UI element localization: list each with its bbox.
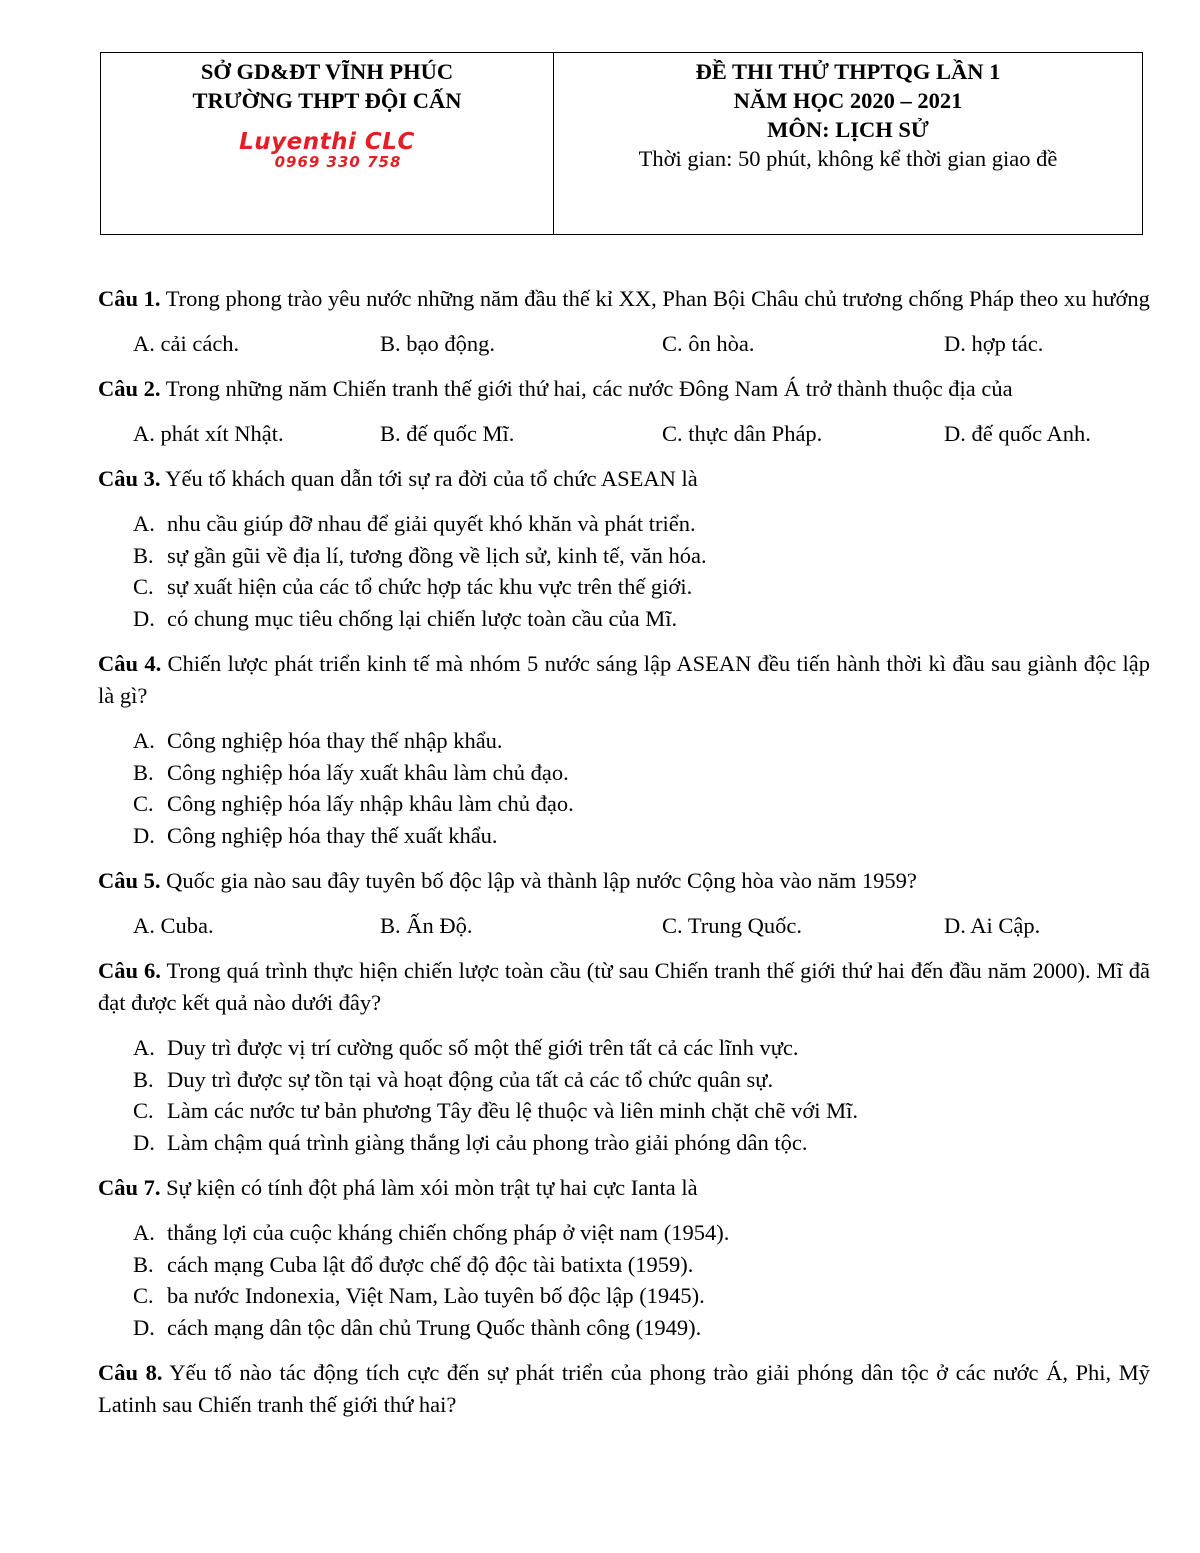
question-text: Trong những năm Chiến tranh thế giới thứ hai, các nước Đông Nam Á trở thành thuộc địa của (160, 376, 1013, 401)
header-left (101, 53, 554, 234)
question-label: Câu 6. (98, 958, 161, 983)
option-b (133, 540, 1150, 572)
option-a (133, 725, 1150, 757)
option-letter: A. (133, 728, 155, 753)
option-text: cách mạng Cuba lật đổ được chế độ độc tài batixta (1959). (167, 1251, 694, 1277)
question-4 (98, 648, 1150, 712)
option-d (133, 603, 1150, 635)
option-d: D. Ai Cập. (944, 913, 1041, 938)
option-text: ba nước Indonexia, Việt Nam, Lào tuyên bố độc lập (1945). (167, 1283, 705, 1308)
option-text: Làm chậm quá trình giàng thắng lợi cảu phong trào giải phóng dân tộc. (167, 1129, 808, 1155)
option-d (133, 1127, 1150, 1159)
option-c (133, 1280, 1150, 1312)
option-b: B. đế quốc Mĩ. (380, 421, 515, 446)
option-a (133, 1217, 1150, 1249)
option-text: nhu cầu giúp đỡ nhau để giải quyết khó khăn và phát triển. (167, 511, 696, 536)
question-label: Câu 3. (98, 466, 161, 491)
subject: MÔN: LỊCH SỬ (767, 117, 929, 142)
exam-title: ĐỀ THI THỬ THPTQG LẦN 1 (695, 59, 1001, 84)
options-6 (133, 1032, 1150, 1158)
option-d (133, 1312, 1150, 1344)
options-7 (133, 1217, 1150, 1343)
time-limit: Thời gian: 50 phút, không kể thời gian giao đề (638, 146, 1058, 171)
option-b (133, 1064, 1150, 1096)
question-text: Yếu tố nào tác động tích cực đến sự phát triển của phong trào giải phóng dân tộc ở các nước Á, Phi, Mỹ Latinh sau Chiến tranh thế giới thứ hai? (98, 1360, 1150, 1417)
option-letter: D. (133, 822, 155, 848)
question-label: Câu 8. (98, 1360, 163, 1385)
option-letter: D. (133, 1129, 155, 1155)
option-text: Công nghiệp hóa thay thế xuất khẩu. (167, 822, 498, 848)
option-c (133, 788, 1150, 820)
option-letter: B. (133, 759, 154, 785)
option-letter: A. (133, 1035, 155, 1060)
option-letter: C. (133, 1283, 154, 1308)
options-5 (133, 910, 1150, 942)
question-1 (98, 283, 1150, 315)
question-text: Trong phong trào yêu nước những năm đầu thế kỉ XX, Phan Bội Châu chủ trương chống Pháp theo xu hướng (160, 286, 1150, 311)
question-text: Trong quá trình thực hiện chiến lược toàn cầu (từ sau Chiến tranh thế giới thứ hai đến đầu năm 2000). Mĩ đã đạt được kết quả nào dưới đây? (98, 958, 1151, 1015)
question-6 (98, 955, 1150, 1019)
department-name: SỞ GD&ĐT VĨNH PHÚC (200, 59, 454, 84)
question-text: Yếu tố khách quan dẫn tới sự ra đời của tổ chức ASEAN là (160, 466, 698, 491)
question-3 (98, 463, 1150, 495)
question-text: Quốc gia nào sau đây tuyên bố độc lập và thành lập nước Cộng hòa vào năm 1959? (160, 868, 917, 893)
option-b: B. bạo động. (380, 331, 495, 356)
header-right (554, 53, 1142, 234)
question-2 (98, 373, 1150, 405)
option-text: có chung mục tiêu chống lại chiến lược toàn cầu của Mĩ. (167, 605, 678, 631)
option-text: cách mạng dân tộc dân chủ Trung Quốc thành công (1949). (167, 1314, 702, 1340)
question-label: Câu 2. (98, 376, 161, 401)
option-text: Công nghiệp hóa lấy nhập khâu làm chủ đạo. (167, 791, 574, 816)
option-letter: C. (133, 791, 154, 816)
option-a: A. Cuba. (133, 913, 214, 938)
question-8 (98, 1357, 1150, 1421)
question-label: Câu 7. (98, 1175, 161, 1200)
option-letter: B. (133, 542, 154, 568)
questions (98, 283, 1150, 1421)
question-text: Chiến lược phát triển kinh tế mà nhóm 5 nước sáng lập ASEAN đều tiến hành thời kì đầu sau giành độc lập là gì? (98, 651, 1150, 708)
option-c: C. thực dân Pháp. (662, 421, 823, 446)
option-text: Công nghiệp hóa lấy xuất khâu làm chủ đạo. (167, 759, 569, 785)
option-c (133, 571, 1150, 603)
question-label: Câu 4. (98, 651, 162, 676)
logo-phone: 0969 330 758 (274, 153, 402, 171)
option-letter: D. (133, 1314, 155, 1340)
option-letter: C. (133, 1098, 154, 1123)
option-d: D. hợp tác. (944, 331, 1044, 356)
option-letter: B. (133, 1066, 154, 1092)
options-2 (133, 418, 1150, 450)
option-text: thắng lợi của cuộc kháng chiến chống pháp ở việt nam (1954). (167, 1220, 730, 1245)
option-b (133, 1249, 1150, 1281)
option-text: sự xuất hiện của các tổ chức hợp tác khu vực trên thế giới. (167, 574, 693, 599)
option-b: B. Ấn Độ. (380, 913, 473, 938)
option-letter: B. (133, 1251, 154, 1277)
question-5 (98, 865, 1150, 897)
options-3 (133, 508, 1150, 634)
option-a (133, 508, 1150, 540)
school-year: NĂM HỌC 2020 – 2021 (733, 88, 963, 113)
option-letter: A. (133, 511, 155, 536)
option-text: Duy trì được vị trí cường quốc số một thế giới trên tất cả các lĩnh vực. (167, 1035, 799, 1060)
option-text: sự gần gũi về địa lí, tương đồng về lịch sử, kinh tế, văn hóa. (167, 542, 707, 568)
header-box (100, 52, 1143, 235)
logo-text: Luyenthi CLC (239, 129, 415, 155)
option-c (133, 1095, 1150, 1127)
option-d (133, 820, 1150, 852)
luyenthi-logo (101, 131, 553, 170)
option-text: Duy trì được sự tồn tại và hoạt động của tất cả các tổ chức quân sự. (167, 1066, 774, 1092)
question-label: Câu 5. (98, 868, 161, 893)
question-text: Sự kiện có tính đột phá làm xói mòn trật tự hai cực Ianta là (160, 1175, 698, 1200)
options-4 (133, 725, 1150, 851)
option-letter: A. (133, 1220, 155, 1245)
option-c: C. ôn hòa. (662, 331, 755, 356)
option-d: D. đế quốc Anh. (944, 421, 1091, 446)
option-a: A. phát xít Nhật. (133, 421, 284, 446)
question-label: Câu 1. (98, 286, 161, 311)
option-a (133, 1032, 1150, 1064)
options-1 (133, 328, 1150, 360)
option-letter: C. (133, 574, 154, 599)
option-b (133, 757, 1150, 789)
option-letter: D. (133, 605, 155, 631)
option-text: Làm các nước tư bản phương Tây đều lệ thuộc và liên minh chặt chẽ với Mĩ. (167, 1098, 859, 1123)
school-name: TRƯỜNG THPT ĐỘI CẤN (192, 88, 462, 113)
option-text: Công nghiệp hóa thay thế nhập khẩu. (167, 728, 503, 753)
option-a: A. cải cách. (133, 331, 240, 356)
question-7 (98, 1172, 1150, 1204)
option-c: C. Trung Quốc. (662, 913, 803, 938)
